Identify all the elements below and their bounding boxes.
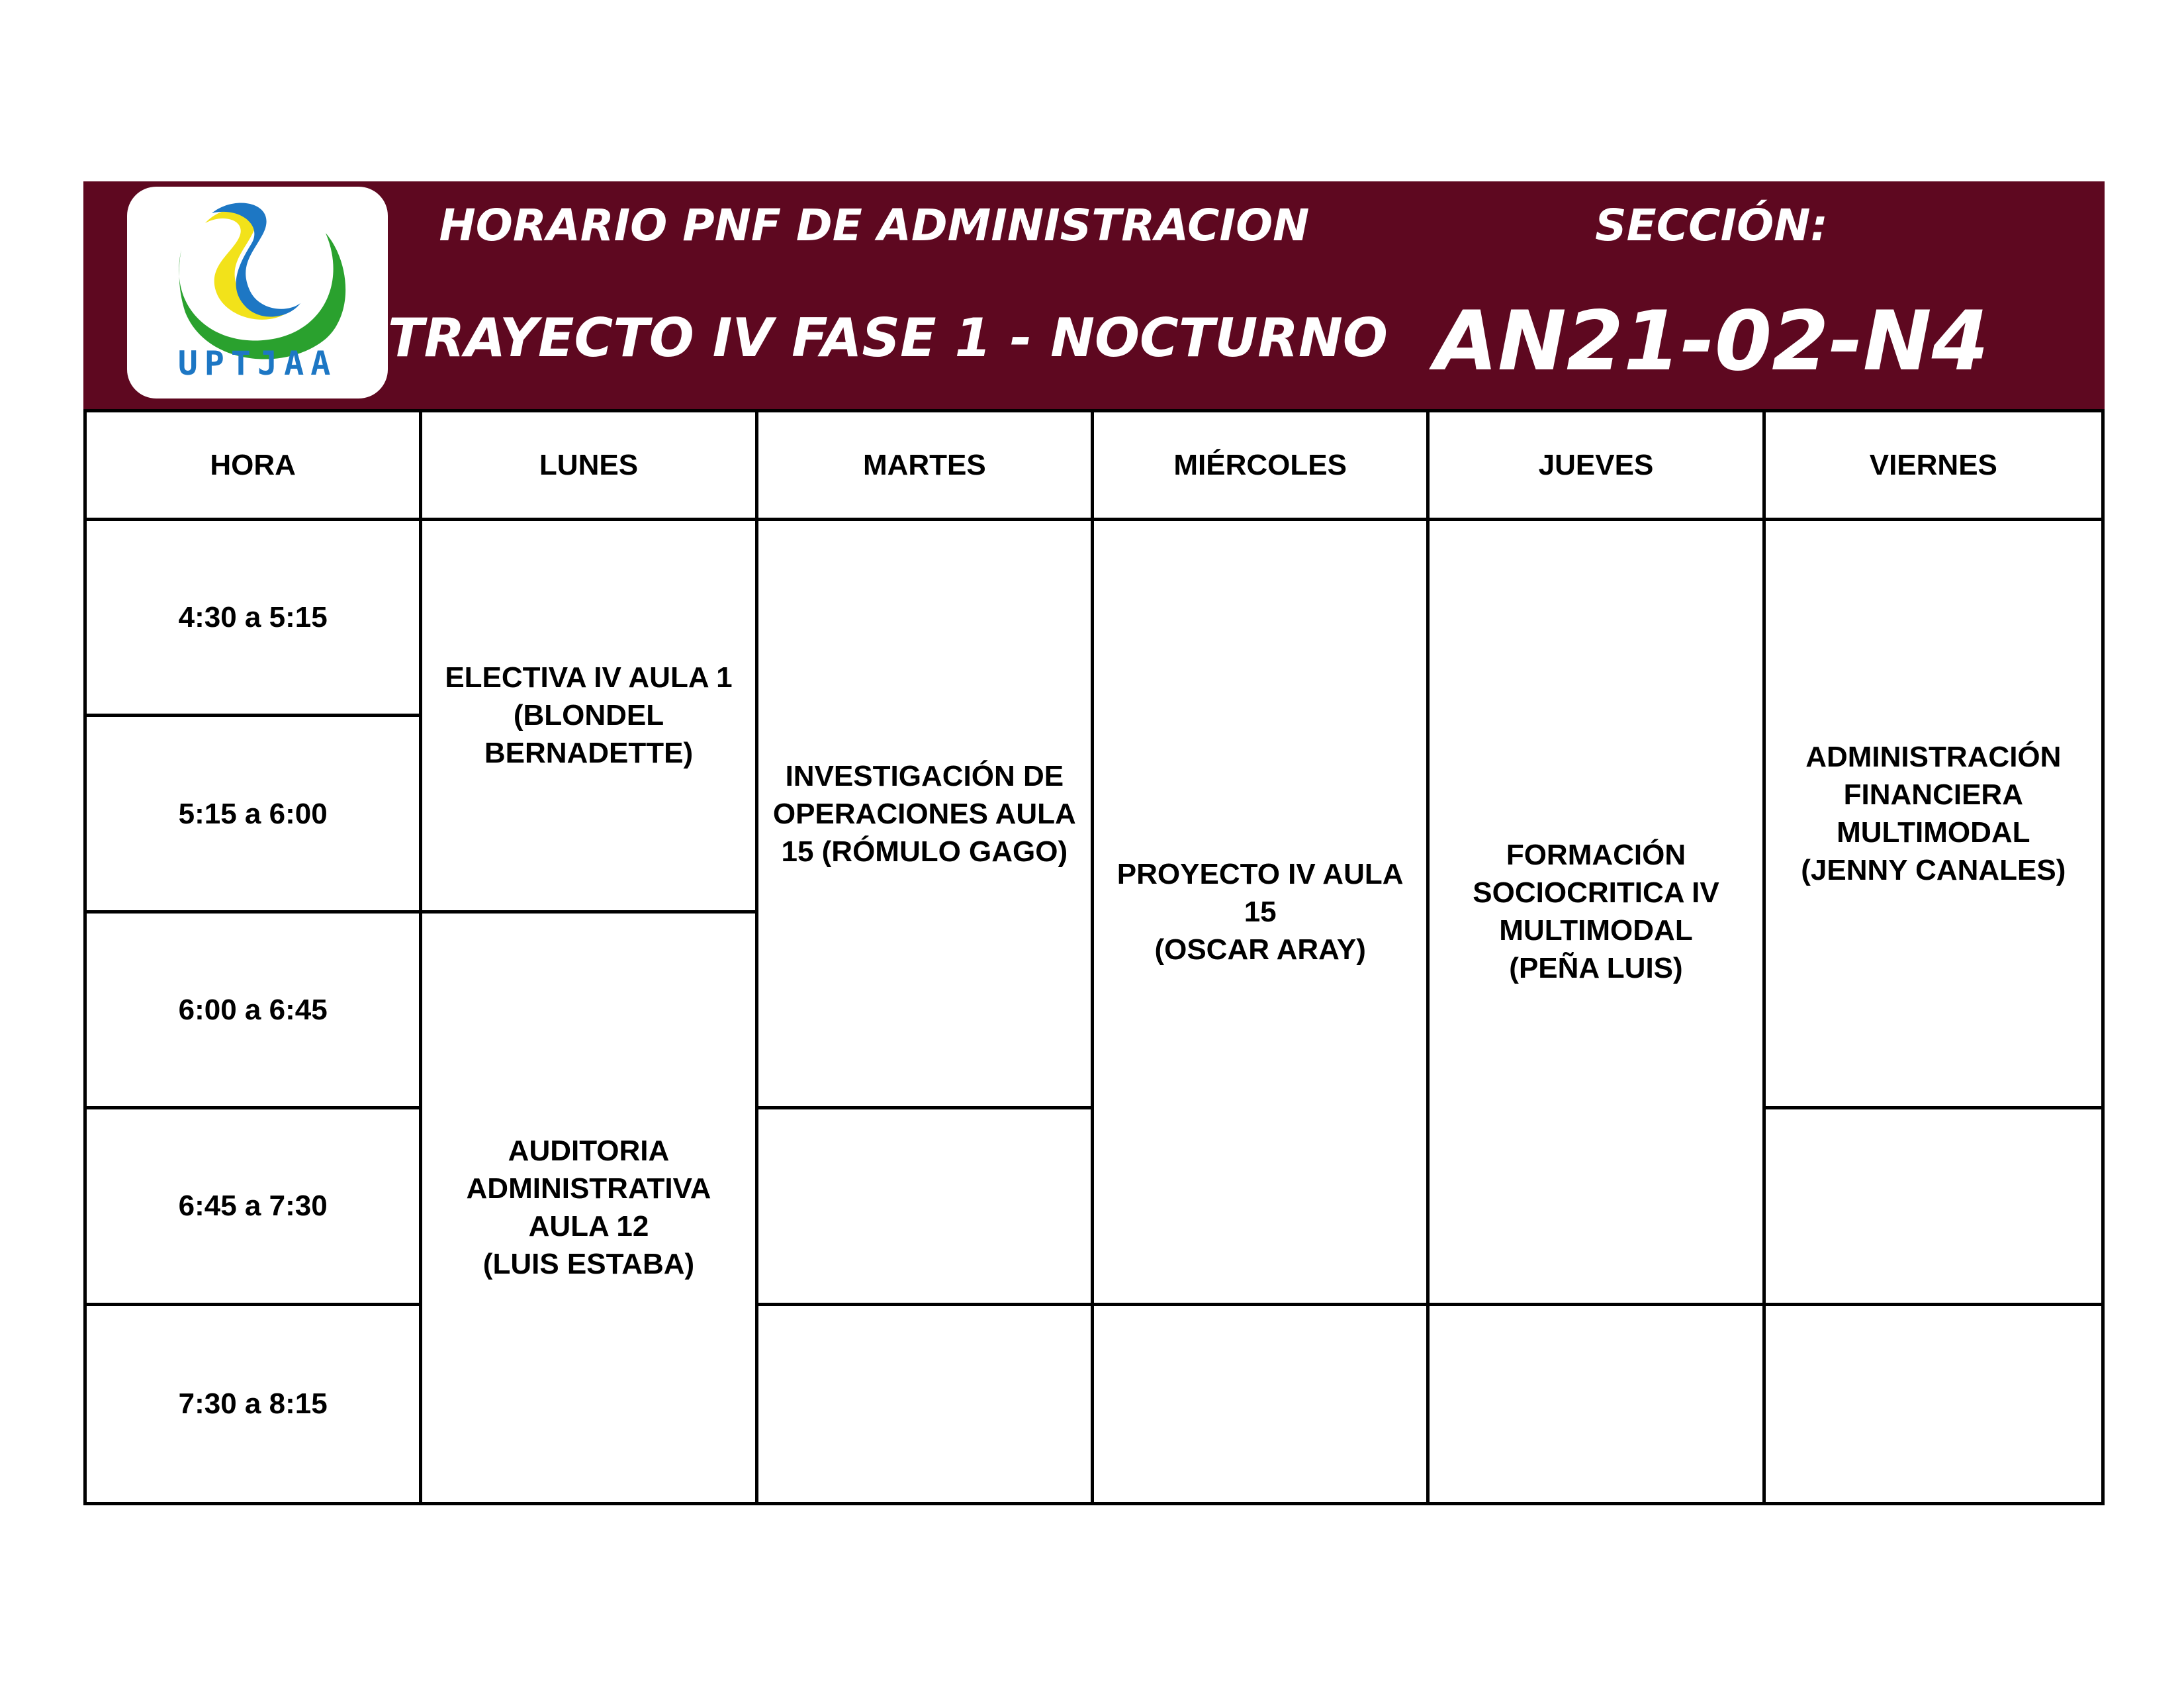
class-miercoles-proyecto: PROYECTO IV AULA 15 (OSCAR ARAY)	[1094, 521, 1430, 1306]
empty-cell	[758, 1109, 1094, 1305]
empty-cell	[1094, 1306, 1430, 1502]
hour-cell: 7:30 a 8:15	[87, 1306, 422, 1502]
section-label: SECCIÓN:	[1595, 200, 1828, 251]
column-header-lunes: LUNES	[422, 412, 758, 521]
hour-cell: 5:15 a 6:00	[87, 717, 422, 913]
uptjaa-logo	[127, 187, 388, 399]
schedule-subtitle: TRAYECTO IV FASE 1 - NOCTURNO	[388, 307, 1388, 369]
class-martes-investigacion: INVESTIGACIÓN DE OPERACIONES AULA 15 (RÓMULO GAGO)	[758, 521, 1094, 1109]
logo-text: UPTJAA	[177, 344, 338, 383]
class-jueves-formacion: FORMACIÓN SOCIOCRITICA IV MULTIMODAL (PEÑA LUIS)	[1430, 521, 1765, 1306]
class-viernes-administracion: ADMINISTRACIÓN FINANCIERA MULTIMODAL (JENNY CANALES)	[1766, 521, 2101, 1109]
section-code: AN21-02-N4	[1434, 294, 1989, 389]
schedule-header	[83, 181, 2105, 410]
column-header-martes: MARTES	[758, 412, 1094, 521]
empty-cell	[758, 1306, 1094, 1502]
hour-cell: 4:30 a 5:15	[87, 521, 422, 717]
empty-cell	[1766, 1109, 2101, 1305]
hour-cell: 6:00 a 6:45	[87, 914, 422, 1109]
empty-cell	[1766, 1306, 2101, 1502]
column-header-hora: HORA	[87, 412, 422, 521]
hour-cell: 6:45 a 7:30	[87, 1109, 422, 1305]
column-header-viernes: VIERNES	[1766, 412, 2101, 521]
column-header-jueves: JUEVES	[1430, 412, 1765, 521]
empty-cell	[1430, 1306, 1765, 1502]
schedule-title: HORARIO PNF DE ADMINISTRACION	[439, 200, 1310, 251]
column-header-miercoles: MIÉRCOLES	[1094, 412, 1430, 521]
class-lunes-electiva: ELECTIVA IV AULA 1 (BLONDEL BERNADETTE)	[422, 521, 758, 914]
schedule-table	[83, 409, 2105, 1505]
class-lunes-auditoria: AUDITORIA ADMINISTRATIVA AULA 12 (LUIS ESTABA)	[422, 914, 758, 1502]
